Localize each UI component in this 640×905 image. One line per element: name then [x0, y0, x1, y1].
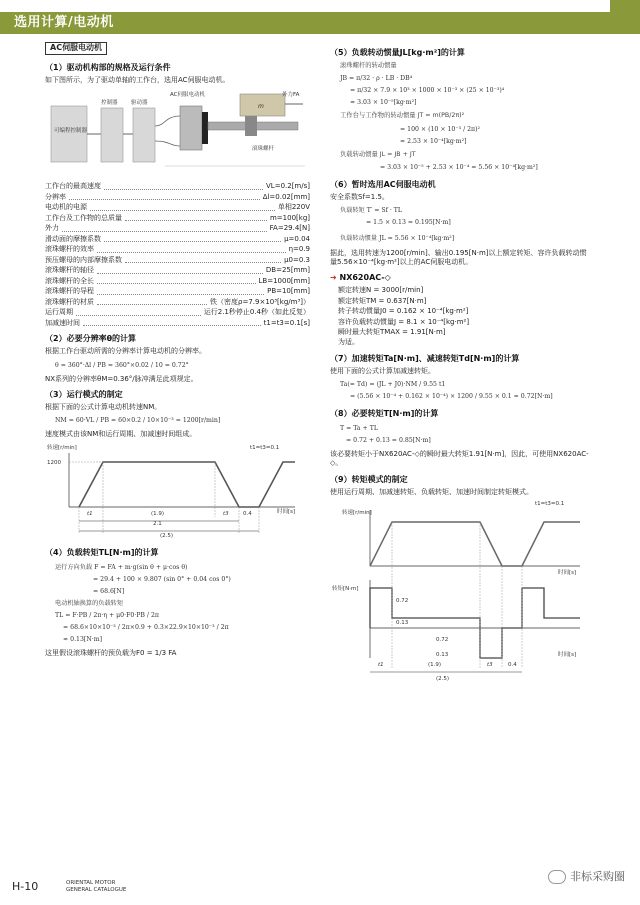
- s6-desc: 安全系数Sf=1.5。: [330, 193, 389, 202]
- chart2-v2: 0.13: [396, 619, 409, 626]
- model-spec-item: 额定转速N = 3000[r/min]: [338, 286, 424, 295]
- model-heading: [330, 273, 590, 284]
- chart2-xlabel-top: 时间[s]: [558, 569, 577, 576]
- s6-title: （6）暂时选用AC伺服电动机: [330, 180, 436, 190]
- chart1-t2: (1.9): [151, 510, 165, 517]
- spec-row: 电动机的电源 单相220V: [45, 203, 310, 211]
- left-column: [45, 42, 310, 659]
- model-spec-item: 额定转矩TM = 0.637[N·m]: [338, 296, 427, 305]
- chart1-yval: 1200: [47, 459, 61, 466]
- motor-body: [180, 106, 202, 150]
- model-spec-item: 瞬时最大转矩TMAX = 1.91[N·m]: [338, 327, 446, 336]
- chart2-torque-label: 转矩[N·m]: [332, 585, 359, 592]
- s5-formula-b: = 100 × (10 × 10⁻³ / 2π)² ≈ 2.53 × 10⁻⁴[kg·m²]: [400, 125, 481, 145]
- ctrl-label: 控制器: [101, 100, 118, 107]
- s2-desc: 根据工作台驱动所需的分辨率计算电动机的分辨率。: [45, 347, 206, 356]
- controller-text: 可编程控制器: [54, 128, 88, 135]
- section-box-label: AC伺服电动机: [45, 42, 107, 55]
- spec-row: 预压螺母的内部摩擦系数 μ0=0.3: [45, 255, 310, 264]
- mass-label: m: [258, 103, 264, 111]
- s3-formula: NM = 60·VL / PB = 60×0.2 / 10×10⁻³ = 1200[r/min]: [55, 417, 221, 425]
- spec-row: 滚珠螺杆的效率 η=0.9: [45, 245, 310, 253]
- chart2-t3: t3: [487, 661, 493, 668]
- s5-formula-c: = 3.03 × 10⁻⁵ + 2.53 × 10⁻⁴ = 5.56 × 10⁻⁴[kg·m²]: [380, 164, 538, 172]
- chart2-v4: 0.13: [436, 651, 449, 658]
- spec-row: 运行周期 运行2.1秒停止0.4秒（如此反复）: [45, 308, 310, 316]
- screw-label: 滚珠螺杆: [252, 146, 275, 153]
- force-label: 外力FA: [282, 92, 300, 99]
- s1-desc: 如下图所示，为了驱动单轴的工作台，选用AC伺服电动机。: [45, 75, 230, 84]
- s5-formula-a: JB = π/32 · ρ · LB · DB⁴ = π/32 × 7.9 × 10³ × 1000 × 10⁻³ × (25 × 10⁻³)⁴ ≈ 3.03 × 10⁻⁵[kg·m²]: [340, 75, 505, 107]
- model-spec-item: 转子转动惯量J0 = 0.162 × 10⁻⁴[kg·m²]: [338, 307, 469, 316]
- s7-formula: Ta(= Td) = (JL + J0)·NM / 9.55 t1 = (5.56 × 10⁻⁴ + 0.162 × 10⁻⁴) × 1200 / 9.55 × 0.1 ≈ 0.72[N·m]: [340, 380, 553, 400]
- s1-title: （1）驱动机构部的规格及运行条件: [45, 62, 171, 72]
- spec-row: 滚珠螺杆的全长 LB=1000[mm]: [45, 276, 310, 285]
- spec-row: 加减速时间 t1=t3=0.1[s]: [45, 318, 310, 327]
- chart2-v1: 0.72: [396, 597, 409, 604]
- chart1-run: 2.1: [153, 520, 162, 527]
- s5-sub3: 负载转动惯量 JL = JB + JT: [340, 150, 416, 158]
- spec-row: 滚珠螺杆的材质 铁（密度ρ=7.9×10³[kg/m³]）: [45, 297, 310, 306]
- chart2-speed-label: 转速[r/min]: [342, 509, 372, 516]
- chart1-corner: t1=t3=0.1: [250, 444, 280, 451]
- torque-chart: [330, 498, 590, 683]
- chart2-v3: 0.72: [436, 636, 449, 643]
- s4-note: 这里假设滚珠螺杆的预负载为F0 = 1/3 FA: [45, 649, 177, 658]
- chart1-speed-line: [79, 462, 295, 507]
- chart2-t1: t1: [378, 661, 384, 668]
- s5-title: （5）负载转动惯量JL[kg·m²]的计算: [330, 48, 465, 57]
- spec-row: 外力 FA=29.4[N]: [45, 224, 310, 232]
- page-number: H-10: [12, 880, 39, 893]
- s5-sub2: 工作台与工作物的转动惯量 JT = m(PB/2π)²: [340, 112, 465, 120]
- spec-row: 滚珠螺杆的轴径 DB=25[mm]: [45, 266, 310, 274]
- s7-title: （7）加速转矩Ta[N·m]、减速转矩Td[N·m]的计算: [330, 353, 520, 363]
- chart1-stop: 0.4: [243, 510, 252, 517]
- spec-row: 滚珠螺杆的导程 PB=10[mm]: [45, 287, 310, 295]
- arrow-icon: ➜: [330, 273, 337, 283]
- s8-formula: T = Ta + TL = 0.72 + 0.13 = 0.85[N·m]: [340, 424, 431, 444]
- chart2-speed-line: [370, 522, 580, 566]
- s4-title: （4）负载转矩TL[N·m]的计算: [45, 548, 159, 558]
- model-name: NX620AC-◇: [339, 273, 391, 283]
- s5-sub1: 滚珠螺杆的转动惯量: [340, 61, 397, 69]
- watermark-text: 非标采购圈: [570, 870, 625, 883]
- chart2-corner: t1=t3=0.1: [535, 500, 565, 507]
- controller-box: [51, 106, 87, 162]
- wechat-icon: [548, 870, 566, 884]
- right-column: [330, 42, 590, 686]
- s9-desc: 使用运行周期、加减速转矩、负载转矩、加速时间制定转矩模式。: [330, 487, 533, 496]
- chart1-total: (2.5): [160, 532, 174, 539]
- spec-row: 工作台的最高速度 VL=0.2[m/s]: [45, 182, 310, 190]
- driver-label: 驱动器: [131, 100, 148, 107]
- chart2-total: (2.5): [436, 675, 450, 682]
- chart2-xlabel-bottom: 时间[s]: [558, 651, 577, 658]
- motor-label: AC伺服电动机: [170, 92, 206, 99]
- chart1-xlabel: 时间[s]: [277, 508, 296, 515]
- model-spec-list: [330, 286, 590, 348]
- s4-formula: 运行方向负载 F = FA + m·g(sin θ + μ·cos θ) = 29.4 + 100 × 9.807 (sin 0° + 0.04 cos 0°) = 68.6[N] 电动机轴换算的负载转矩 TL = F·PB / 2π·η + μ0·F0·PB / 2π = 68.6×10×10⁻³ / 2π×0.9 + 0.3×22.9×10×10⁻³ / 2π ≈ 0.13[N·m]: [55, 563, 231, 643]
- ctrl-box: [101, 108, 123, 162]
- spec-list: [45, 181, 310, 328]
- footer-brand: ORIENTAL MOTOR GENERAL CATALOGUE: [66, 880, 127, 894]
- driver-box: [133, 108, 155, 162]
- speed-chart: [45, 441, 310, 539]
- page-header: [0, 0, 640, 38]
- s2-note: NX系列的分辨率θM=0.36°/脉冲满足此项规定。: [45, 374, 198, 383]
- drive-diagram: [45, 86, 310, 178]
- chart1-ylabel: 转速[r/min]: [47, 444, 77, 451]
- watermark: [548, 870, 625, 885]
- model-spec-item: 为适。: [338, 338, 359, 347]
- page-title: 选用计算/电动机: [14, 15, 114, 30]
- chart1-t3: t3: [223, 510, 229, 517]
- spec-row: 分辨率 Δl=0.02[mm]: [45, 192, 310, 201]
- s7-desc: 使用下面的公式计算加减速转矩。: [330, 366, 435, 375]
- s2-title: （2）必要分辨率θ的计算: [45, 334, 137, 344]
- chart2-stop: 0.4: [508, 661, 517, 668]
- s8-title: （8）必要转矩T[N·m]的计算: [330, 409, 439, 419]
- header-corner-box: [610, 0, 640, 12]
- spec-row: 工作台及工作物的总质量 m=100[kg]: [45, 213, 310, 222]
- chart2-t2: (1.9): [428, 661, 442, 668]
- chart1-t1: t1: [87, 510, 93, 517]
- model-spec-item: 容许负载转动惯量J = 8.1 × 10⁻⁴[kg·m²]: [338, 317, 470, 326]
- s8-p1: 该必要转矩小于NX620AC-◇的瞬时最大转矩1.91[N·m]，因此，可使用NX620AC-◇。: [330, 449, 589, 468]
- s3-desc: 根据下面的公式计算电动机转速NM。: [45, 402, 162, 411]
- spec-row: 滑动面的摩擦系数 μ=0.04: [45, 234, 310, 243]
- s6-formula: 负载转矩 T′ = Sf · TL = 1.5 × 0.13 = 0.195[N·m] 负载转动惯量 JL = 5.56 × 10⁻⁴[kg·m²]: [340, 207, 455, 243]
- s2-formula: θ = 360°·Δl / PB = 360°×0.02 / 10 = 0.72°: [55, 361, 189, 369]
- s6-p1: 据此，选用转速为1200[r/min]、输出0.195[N·m]以上额定转矩、容许负载转动惯量5.56×10⁻⁴[kg·m²]以上的AC伺服电动机。: [330, 248, 587, 266]
- s3-desc2: 速度模式由该NM和运行周期、加减速时间组成。: [45, 430, 197, 439]
- s3-title: （3）运行模式的制定: [45, 390, 123, 400]
- s9-title: （9）转矩模式的制定: [330, 474, 408, 484]
